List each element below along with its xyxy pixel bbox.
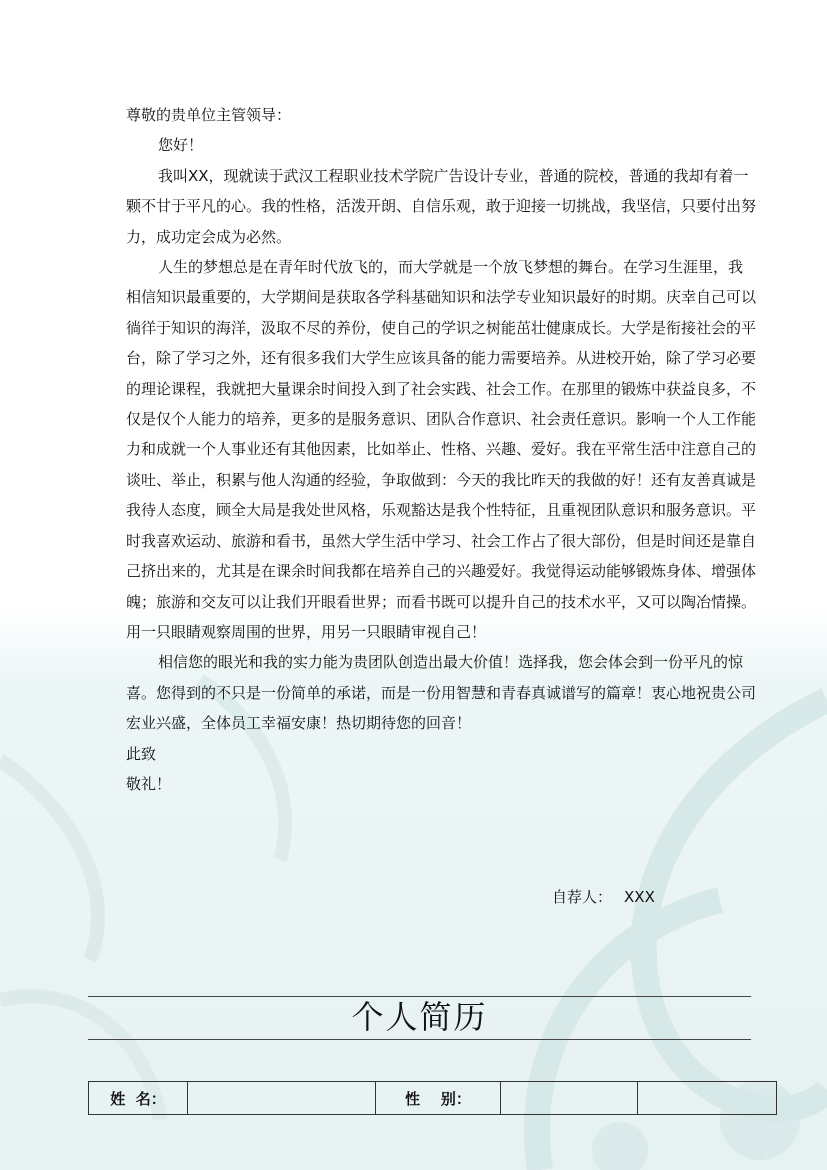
signature-label: 自荐人： (552, 888, 613, 906)
signature-name: XXX (624, 888, 655, 906)
cover-letter (126, 100, 756, 799)
letter-paragraph: 人生的梦想总是在青年时代放飞的，而大学就是一个放飞梦想的舞台。在学习生涯里，我相信知识最重要的，大学期间是获取各学科基础知识和法学专业知识最好的时期。庆幸自己可以徜徉于知识的海洋，汲取不尽的养份，使自己的学识之树能茁壮健康成长。大学是衔接社会的平台，除了学习之外，还有很多我们大学生应该具备的能力需要培养。从进校开始，除了学习必要的理论课程，我就把大量课余时间投入到了社会实践、社会工作。在那里的锻炼中获益良多，不仅是仅个人能力的培养，更多的是服务意识、团队合作意识、社会责任意识。影响一个人工作能力和成就一个人事业还有其他因素，比如举止、性格、兴趣、爱好。我在平常生活中注意自己的谈吐、举止，积累与他人沟通的经验，争取做到：今天的我比昨天的我做的好！还有友善真诚是我待人态度，顾全大局是我处世风格，乐观豁达是我个性特征，且重视团队意识和服务意识。平时我喜欢运动、旅游和看书，虽然大学生活中学习、社会工作占了很大部份，但是时间还是靠自己挤出来的，尤其是在课余时间我都在培养自己的兴趣爱好。我觉得运动能够锻炼身体、增强体魄；旅游和交友可以让我们开眼看世界；而看书既可以提升自己的技术水平，又可以陶冶情操。用一只眼睛观察周围的世界，用另一只眼睛审视自己！ (126, 258, 757, 641)
letter-paragraph: 相信您的眼光和我的实力能为贵团队创造出最大价值！选择我，您会体会到一份平凡的惊喜。您得到的不只是一份简单的承诺，而是一份用智慧和青春真诚谱写的篇章！衷心地祝贵公司宏业兴盛，全体员工幸福安康！热切期待您的回音！ (126, 653, 757, 733)
name-value-cell[interactable] (188, 1082, 376, 1115)
letter-paragraph: 我叫XX，现就读于武汉工程职业技术学院广告设计专业，普通的院校，普通的我却有着一颗不甘于平凡的心。我的性格，活泼开朗、自信乐观，敢于迎接一切挑战，我坚信，只要付出努力，成功定会成为必然。 (126, 166, 757, 246)
letter-closing-regards: 敬礼！ (126, 774, 172, 793)
gender-value-cell[interactable] (501, 1082, 638, 1115)
table-row (89, 1082, 777, 1115)
resume-info-table (88, 1081, 777, 1115)
resume-title: 个人简历 (351, 998, 488, 1036)
gender-label: 性 别： (376, 1082, 501, 1115)
extra-cell[interactable] (638, 1082, 777, 1115)
letter-salutation: 尊敬的贵单位主管领导： (126, 106, 292, 124)
name-label: 姓 名： (89, 1082, 188, 1115)
letter-closing: 此致 (126, 744, 157, 763)
title-bottom-rule (88, 1039, 751, 1040)
letter-signature (552, 882, 667, 912)
letter-greeting: 您好！ (158, 136, 204, 155)
